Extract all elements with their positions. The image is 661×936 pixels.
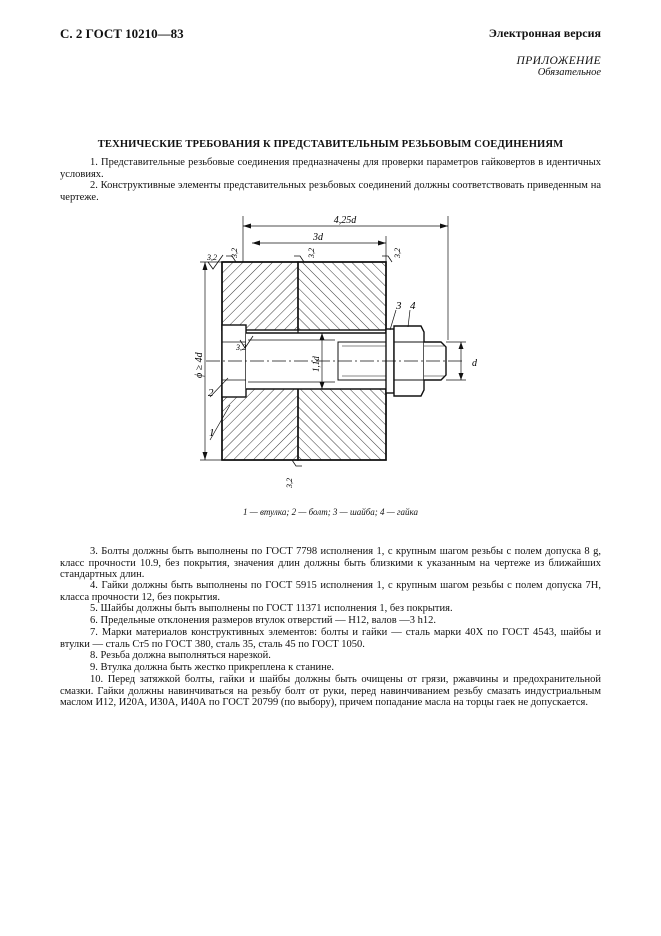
paragraph-3: 3. Болты должны быть выполнены по ГОСТ 7798 исполнения 1, с крупным шагом резьбы с полем допуска 8 g, класс прочности 10.9, без покрытия, значения длин должны быть близкими к указанным на чертеже из ближайших стандартных длин. — [60, 546, 601, 580]
part-label-1: 1 — [209, 427, 215, 439]
dim-425d-label: 4,25d — [333, 215, 357, 226]
paragraph-2: 2. Конструктивные элементы представительных резьбовых соединений должны соответствовать приведенным на чертеже. — [60, 180, 601, 203]
dim-11d-label: 1,1d — [311, 356, 321, 372]
dim-phi-label: ϕ ≥ 4d — [194, 352, 205, 378]
part-label-4: 4 — [410, 300, 416, 312]
dimension-3d — [252, 232, 386, 262]
header-document-code: С. 2 ГОСТ 10210—83 — [60, 26, 184, 41]
roughness-bolt: 3,2 — [236, 343, 246, 352]
part-label-2: 2 — [208, 387, 214, 399]
drawing-caption: 1 — втулка; 2 — болт; 3 — шайба; 4 — гайка — [242, 507, 419, 517]
annex-status: Обязательное — [537, 67, 601, 78]
annex-block — [517, 55, 601, 78]
dim-d-label: d — [472, 358, 477, 369]
dim-3d-label: 3d — [313, 232, 323, 243]
paragraph-10: 10. Перед затяжкой болты, гайки и шайбы должны быть очищены от грязи, ржавчины и предохранительной смазки. Гайки должны навинчиваться на резьбу болт от руки, перед навинчиванием резьбу смазать индустриальным маслом И12, И20А, И30А, И40А по ГОСТ 20799 (по выбору), причем попадание масла на торцы гаек не допускается. — [60, 674, 601, 708]
roughness-top-3: 3,2 — [393, 248, 402, 258]
paragraph-1: 1. Представительные резьбовые соединения предназначены для проверки параметров гайковертов в идентичных условиях. — [60, 157, 601, 180]
annex-label: ПРИЛОЖЕНИЕ — [516, 55, 601, 67]
header-electronic-version: Электронная версия — [488, 26, 601, 40]
section-title: ТЕХНИЧЕСКИЕ ТРЕБОВАНИЯ К ПРЕДСТАВИТЕЛЬНЫМ РЕЗЬБОВЫМ СОЕДИНЕНИЯМ — [97, 139, 564, 150]
paragraph-9: 9. Втулка должна быть жестко прикреплена к станине. — [90, 662, 335, 673]
paragraph-7: 7. Марки материалов конструктивных элементов: болты и гайки — сталь марки 40Х по ГОСТ 4543, шайбы и втулки — сталь Ст5 по ГОСТ 380, сталь 35, сталь 45 по ГОСТ 1050. — [60, 627, 601, 650]
threaded-joint-drawing — [180, 208, 480, 493]
part-label-3: 3 — [396, 300, 402, 312]
roughness-top-1: 3,2 — [230, 248, 239, 258]
roughness-left-top: 3,2 — [207, 253, 217, 262]
paragraph-5: 5. Шайбы должны быть выполнены по ГОСТ 11371 исполнения 1, без покрытия. — [90, 603, 453, 614]
paragraph-6: 6. Предельные отклонения размеров втулок отверстий — Н12, валов —3 h12. — [90, 615, 437, 626]
paragraph-4: 4. Гайки должны быть выполнены по ГОСТ 5915 исполнения 1, с крупным шагом резьбы с полем допуска 7Н, класса прочности 12, без покрытия. — [60, 580, 601, 603]
paragraph-8: 8. Резьба должна выполняться нарезкой. — [90, 650, 271, 661]
roughness-top-2: 3,2 — [307, 248, 316, 258]
roughness-bottom: 3,2 — [285, 478, 294, 488]
